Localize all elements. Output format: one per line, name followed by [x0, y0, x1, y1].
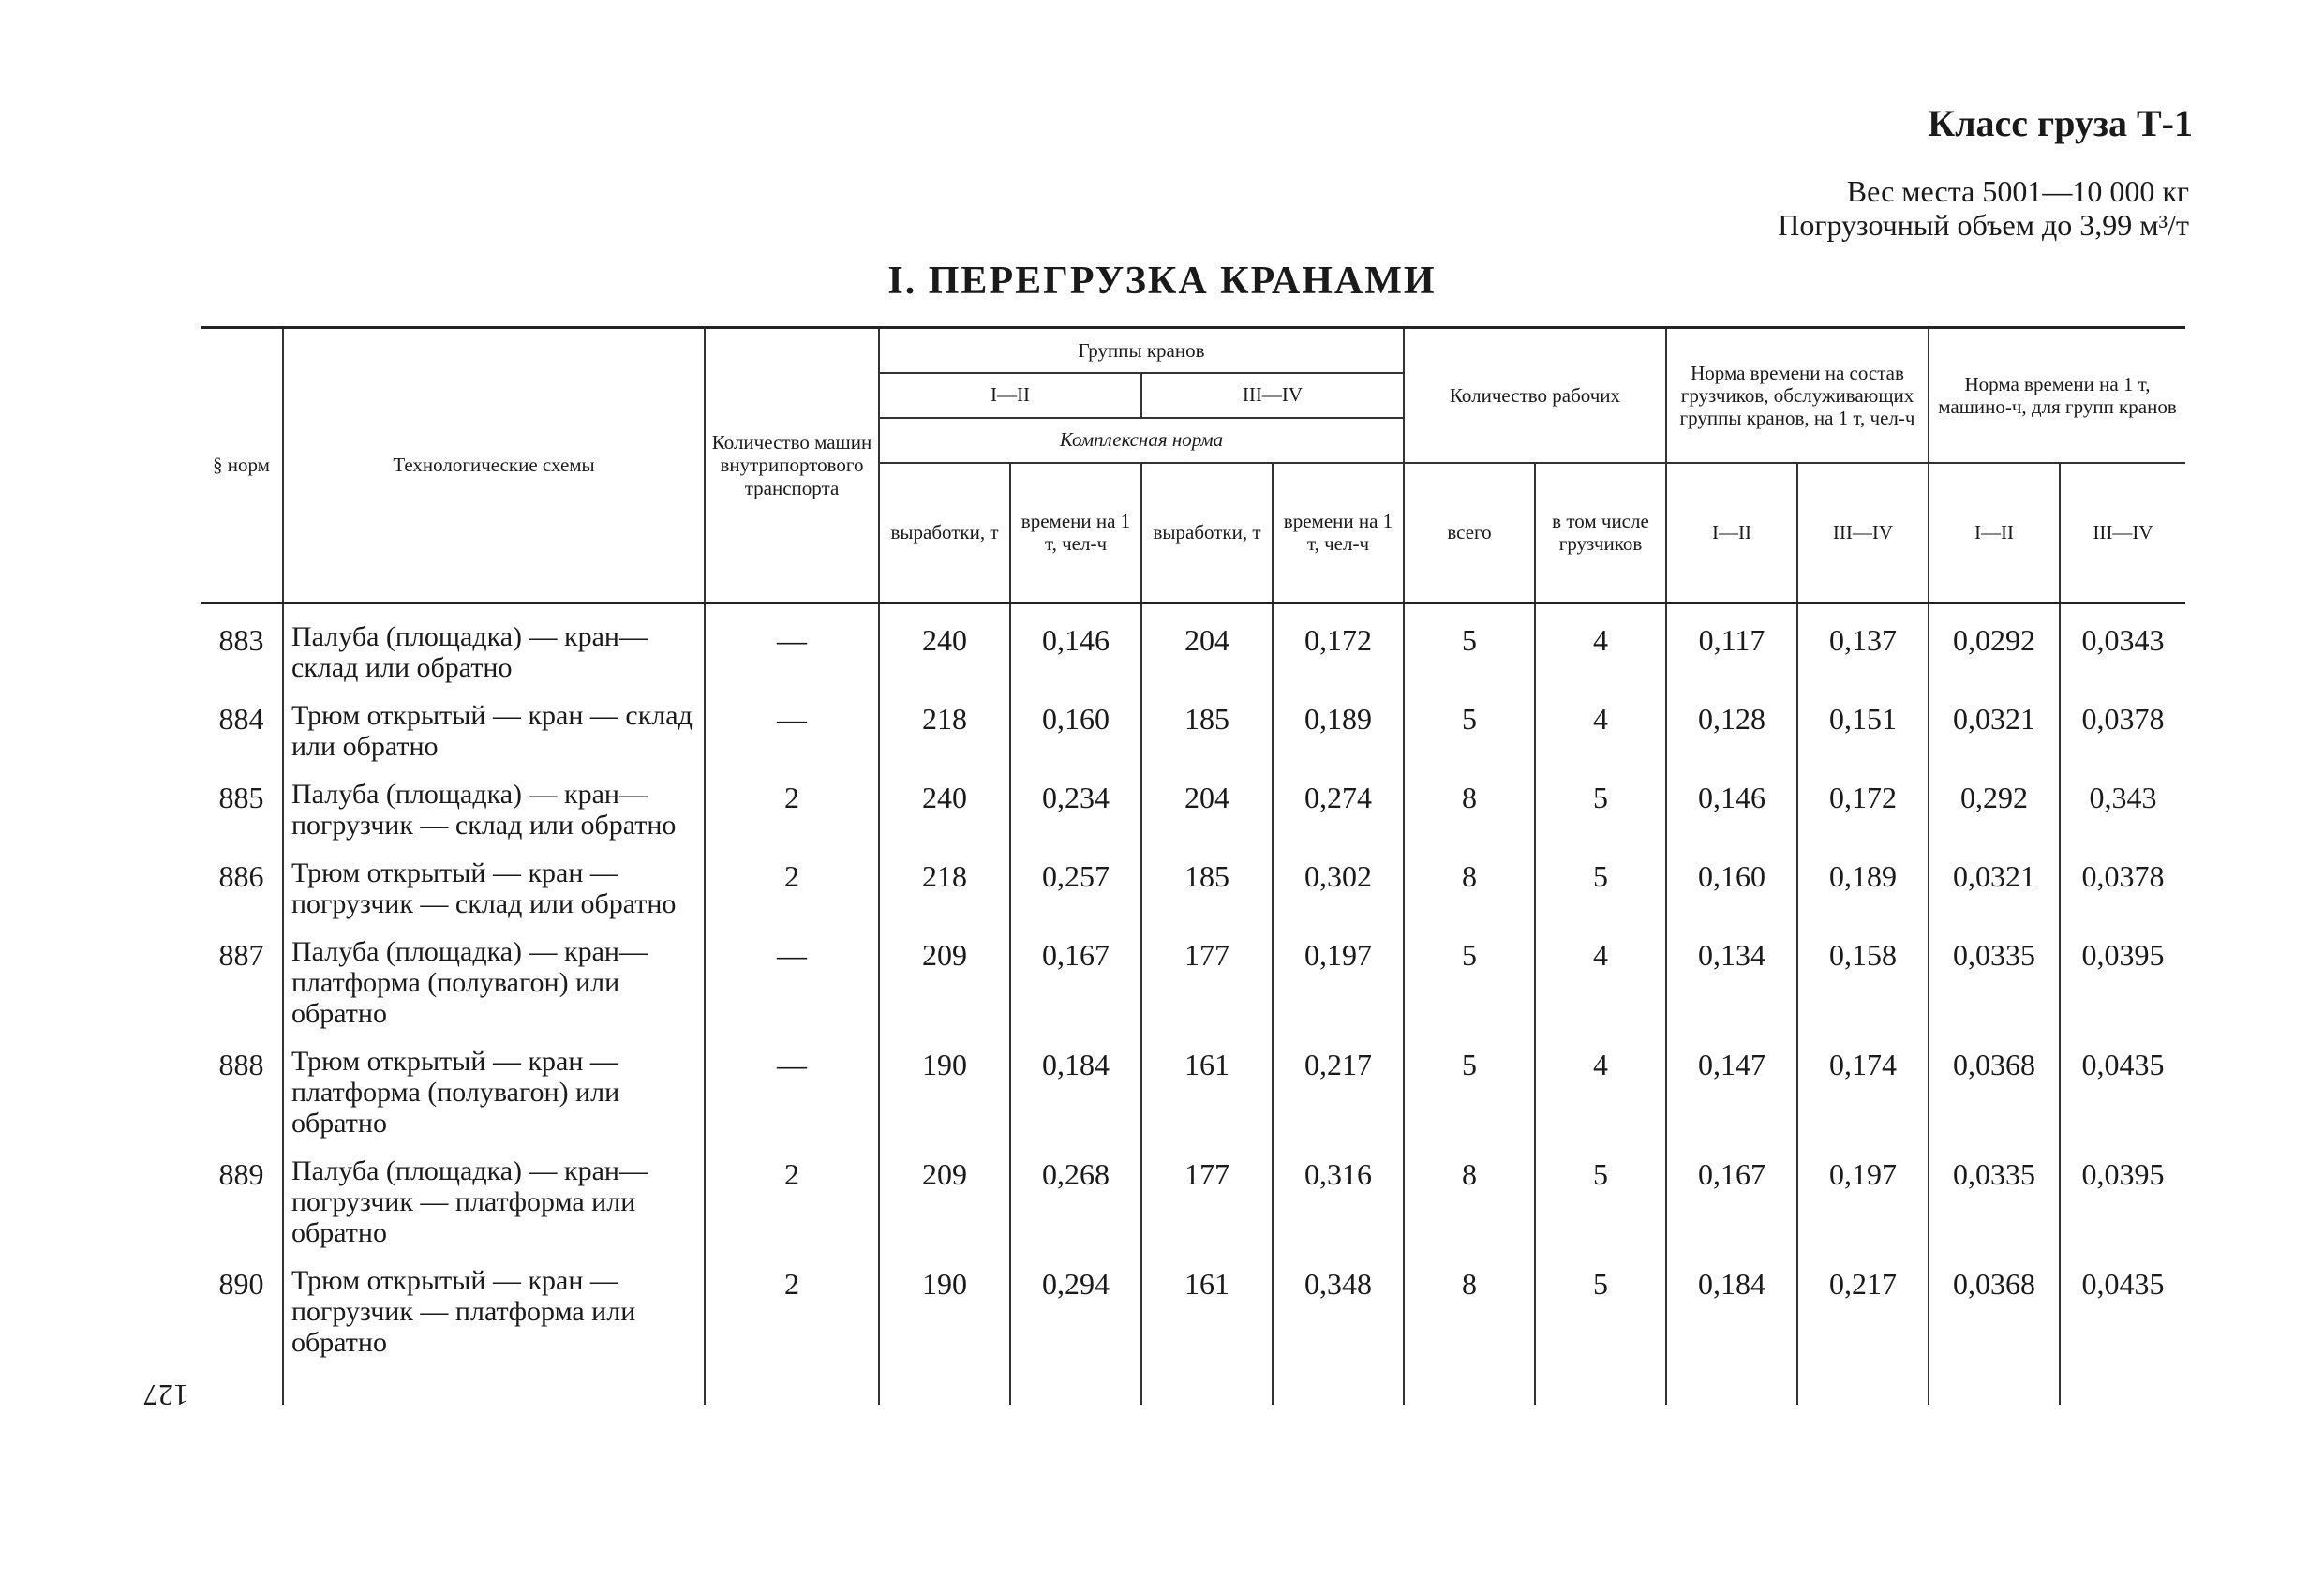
- scheme-cell: Палуба (площадка) — кран— склад или обратно: [283, 603, 705, 684]
- time-1-2-cell: 0,234: [1010, 762, 1141, 841]
- col-complex-norm: Комплексная норма: [879, 418, 1404, 463]
- time-1-2-cell: 0,257: [1010, 841, 1141, 919]
- table-row: [201, 762, 2185, 841]
- norm-number: 889: [218, 1157, 264, 1191]
- output-3-4-cell: 185: [1141, 683, 1273, 762]
- cargo-class-title: Класс груза Т-1: [1928, 102, 2193, 144]
- machines-cell: 2: [705, 841, 879, 919]
- workers-loaders-cell: 4: [1535, 1029, 1666, 1139]
- machine-norm-3-4-cell: 0,0435: [2060, 1248, 2185, 1405]
- col-workers-loaders: в том числе грузчиков: [1535, 463, 1666, 603]
- scheme-cell: Палуба (площадка) — кран— платформа (полувагон) или обратно: [283, 919, 705, 1029]
- output-3-4-cell: 185: [1141, 841, 1273, 919]
- time-3-4-cell: 0,302: [1273, 841, 1404, 919]
- output-3-4-cell: 204: [1141, 762, 1273, 841]
- output-1-2-cell: 190: [879, 1029, 1010, 1139]
- loaders-norm-3-4-cell: 0,197: [1797, 1139, 1929, 1248]
- col-loaders-3-4: III—IV: [1797, 463, 1929, 603]
- col-time-3-4: времени на 1 т, чел-ч: [1273, 463, 1404, 603]
- col-time-1-2: времени на 1 т, чел-ч: [1010, 463, 1141, 603]
- col-norm-no: § норм: [201, 328, 283, 603]
- norm-number: 885: [218, 781, 264, 814]
- machine-norm-3-4-cell: 0,343: [2060, 762, 2185, 841]
- workers-loaders-cell: 4: [1535, 919, 1666, 1029]
- loaders-norm-3-4-cell: 0,217: [1797, 1248, 1929, 1405]
- loaders-norm-3-4-cell: 0,189: [1797, 841, 1929, 919]
- norm-number: 884: [218, 702, 264, 736]
- col-workers-total: всего: [1404, 463, 1535, 603]
- machine-norm-3-4-cell: 0,0435: [2060, 1029, 2185, 1139]
- loaders-norm-1-2-cell: 0,146: [1666, 762, 1797, 841]
- loaders-norm-1-2-cell: 0,184: [1666, 1248, 1797, 1405]
- output-3-4-cell: 161: [1141, 1248, 1273, 1405]
- col-group-3-4: III—IV: [1141, 373, 1404, 418]
- col-group-1-2: I—II: [879, 373, 1141, 418]
- workers-loaders-cell: 5: [1535, 1248, 1666, 1405]
- col-machines: Количество машин внутрипортового транспорта: [705, 328, 879, 603]
- col-schemes: Технологические схемы: [283, 328, 705, 603]
- col-machine-1-2: I—II: [1929, 463, 2060, 603]
- workers-loaders-cell: 5: [1535, 841, 1666, 919]
- scheme-cell: Палуба (площадка) — кран— погрузчик — платформа или обратно: [283, 1139, 705, 1248]
- col-output-1-2: выработки, т: [879, 463, 1010, 603]
- machines-cell: —: [705, 603, 879, 684]
- table-header: [201, 328, 2185, 603]
- machine-norm-1-2-cell: 0,0335: [1929, 919, 2060, 1029]
- col-workers: Количество рабочих: [1404, 328, 1666, 463]
- output-1-2-cell: 218: [879, 683, 1010, 762]
- machine-norm-3-4-cell: 0,0343: [2060, 603, 2185, 684]
- machines-cell: 2: [705, 1248, 879, 1405]
- output-3-4-cell: 161: [1141, 1029, 1273, 1139]
- scheme-cell: Трюм открытый — кран — погрузчик — платформа или обратно: [283, 1248, 705, 1405]
- table-row: [201, 1029, 2185, 1139]
- machines-cell: —: [705, 919, 879, 1029]
- time-3-4-cell: 0,274: [1273, 762, 1404, 841]
- workers-total-cell: 5: [1404, 683, 1535, 762]
- scheme-cell: Трюм открытый — кран — склад или обратно: [283, 683, 705, 762]
- loaders-norm-1-2-cell: 0,147: [1666, 1029, 1797, 1139]
- norm-number: 888: [218, 1048, 264, 1081]
- col-loaders-1-2: I—II: [1666, 463, 1797, 603]
- machine-norm-3-4-cell: 0,0378: [2060, 841, 2185, 919]
- machine-norm-1-2-cell: 0,0368: [1929, 1248, 2060, 1405]
- machines-cell: —: [705, 1029, 879, 1139]
- time-3-4-cell: 0,316: [1273, 1139, 1404, 1248]
- output-1-2-cell: 240: [879, 762, 1010, 841]
- loaders-norm-3-4-cell: 0,158: [1797, 919, 1929, 1029]
- col-norm-loaders: Норма времени на состав грузчиков, обслуживающих группы кранов, на 1 т, чел-ч: [1666, 328, 1929, 463]
- workers-total-cell: 8: [1404, 762, 1535, 841]
- machines-cell: —: [705, 683, 879, 762]
- workers-total-cell: 8: [1404, 1139, 1535, 1248]
- loading-volume: Погрузочный объем до 3,99 м³/т: [1778, 208, 2189, 242]
- norm-number: 886: [218, 859, 264, 893]
- output-1-2-cell: 240: [879, 603, 1010, 684]
- machine-norm-1-2-cell: 0,0292: [1929, 603, 2060, 684]
- norm-number: 883: [218, 623, 264, 657]
- scheme-cell: Палуба (площадка) — кран— погрузчик — склад или обратно: [283, 762, 705, 841]
- col-norm-machine: Норма времени на 1 т, машино-ч, для групп кранов: [1929, 328, 2185, 463]
- time-3-4-cell: 0,197: [1273, 919, 1404, 1029]
- output-1-2-cell: 209: [879, 919, 1010, 1029]
- table-row: [201, 919, 2185, 1029]
- time-1-2-cell: 0,268: [1010, 1139, 1141, 1248]
- time-1-2-cell: 0,167: [1010, 919, 1141, 1029]
- time-3-4-cell: 0,348: [1273, 1248, 1404, 1405]
- table-row: [201, 1248, 2185, 1405]
- table-row: [201, 603, 2185, 684]
- machine-norm-1-2-cell: 0,0321: [1929, 683, 2060, 762]
- norm-number: 887: [218, 938, 264, 972]
- workers-loaders-cell: 5: [1535, 1139, 1666, 1248]
- time-3-4-cell: 0,217: [1273, 1029, 1404, 1139]
- output-1-2-cell: 218: [879, 841, 1010, 919]
- machine-norm-1-2-cell: 0,0368: [1929, 1029, 2060, 1139]
- section-title: I. ПЕРЕГРУЗКА КРАНАМИ: [887, 260, 1437, 303]
- machines-cell: 2: [705, 1139, 879, 1248]
- output-3-4-cell: 204: [1141, 603, 1273, 684]
- scheme-cell: Трюм открытый — кран — платформа (полувагон) или обратно: [283, 1029, 705, 1139]
- loaders-norm-3-4-cell: 0,137: [1797, 603, 1929, 684]
- output-3-4-cell: 177: [1141, 1139, 1273, 1248]
- time-1-2-cell: 0,160: [1010, 683, 1141, 762]
- output-3-4-cell: 177: [1141, 919, 1273, 1029]
- workers-loaders-cell: 4: [1535, 683, 1666, 762]
- table-body: [201, 603, 2185, 1406]
- workers-total-cell: 5: [1404, 919, 1535, 1029]
- loaders-norm-1-2-cell: 0,160: [1666, 841, 1797, 919]
- time-3-4-cell: 0,172: [1273, 603, 1404, 684]
- loaders-norm-3-4-cell: 0,151: [1797, 683, 1929, 762]
- output-1-2-cell: 190: [879, 1248, 1010, 1405]
- time-1-2-cell: 0,146: [1010, 603, 1141, 684]
- workers-total-cell: 8: [1404, 841, 1535, 919]
- loaders-norm-1-2-cell: 0,128: [1666, 683, 1797, 762]
- page-number: 127: [143, 1378, 188, 1412]
- workers-loaders-cell: 5: [1535, 762, 1666, 841]
- table-row: [201, 841, 2185, 919]
- machine-norm-1-2-cell: 0,0335: [1929, 1139, 2060, 1248]
- workers-total-cell: 5: [1404, 603, 1535, 684]
- machine-norm-3-4-cell: 0,0395: [2060, 919, 2185, 1029]
- loaders-norm-3-4-cell: 0,174: [1797, 1029, 1929, 1139]
- loaders-norm-3-4-cell: 0,172: [1797, 762, 1929, 841]
- workers-loaders-cell: 4: [1535, 603, 1666, 684]
- output-1-2-cell: 209: [879, 1139, 1010, 1248]
- norms-table: [201, 326, 2185, 1405]
- col-crane-groups: Группы кранов: [879, 328, 1404, 373]
- scheme-cell: Трюм открытый — кран — погрузчик — склад или обратно: [283, 841, 705, 919]
- col-machine-3-4: III—IV: [2060, 463, 2185, 603]
- norm-number: 890: [218, 1267, 264, 1301]
- workers-total-cell: 5: [1404, 1029, 1535, 1139]
- machines-cell: 2: [705, 762, 879, 841]
- col-output-3-4: выработки, т: [1141, 463, 1273, 603]
- table-row: [201, 1139, 2185, 1248]
- workers-total-cell: 8: [1404, 1248, 1535, 1405]
- time-1-2-cell: 0,294: [1010, 1248, 1141, 1405]
- piece-weight: Вес места 5001—10 000 кг: [1846, 174, 2189, 208]
- time-3-4-cell: 0,189: [1273, 683, 1404, 762]
- time-1-2-cell: 0,184: [1010, 1029, 1141, 1139]
- machine-norm-1-2-cell: 0,292: [1929, 762, 2060, 841]
- loaders-norm-1-2-cell: 0,167: [1666, 1139, 1797, 1248]
- loaders-norm-1-2-cell: 0,117: [1666, 603, 1797, 684]
- loaders-norm-1-2-cell: 0,134: [1666, 919, 1797, 1029]
- machine-norm-3-4-cell: 0,0378: [2060, 683, 2185, 762]
- machine-norm-1-2-cell: 0,0321: [1929, 841, 2060, 919]
- machine-norm-3-4-cell: 0,0395: [2060, 1139, 2185, 1248]
- table-row: [201, 683, 2185, 762]
